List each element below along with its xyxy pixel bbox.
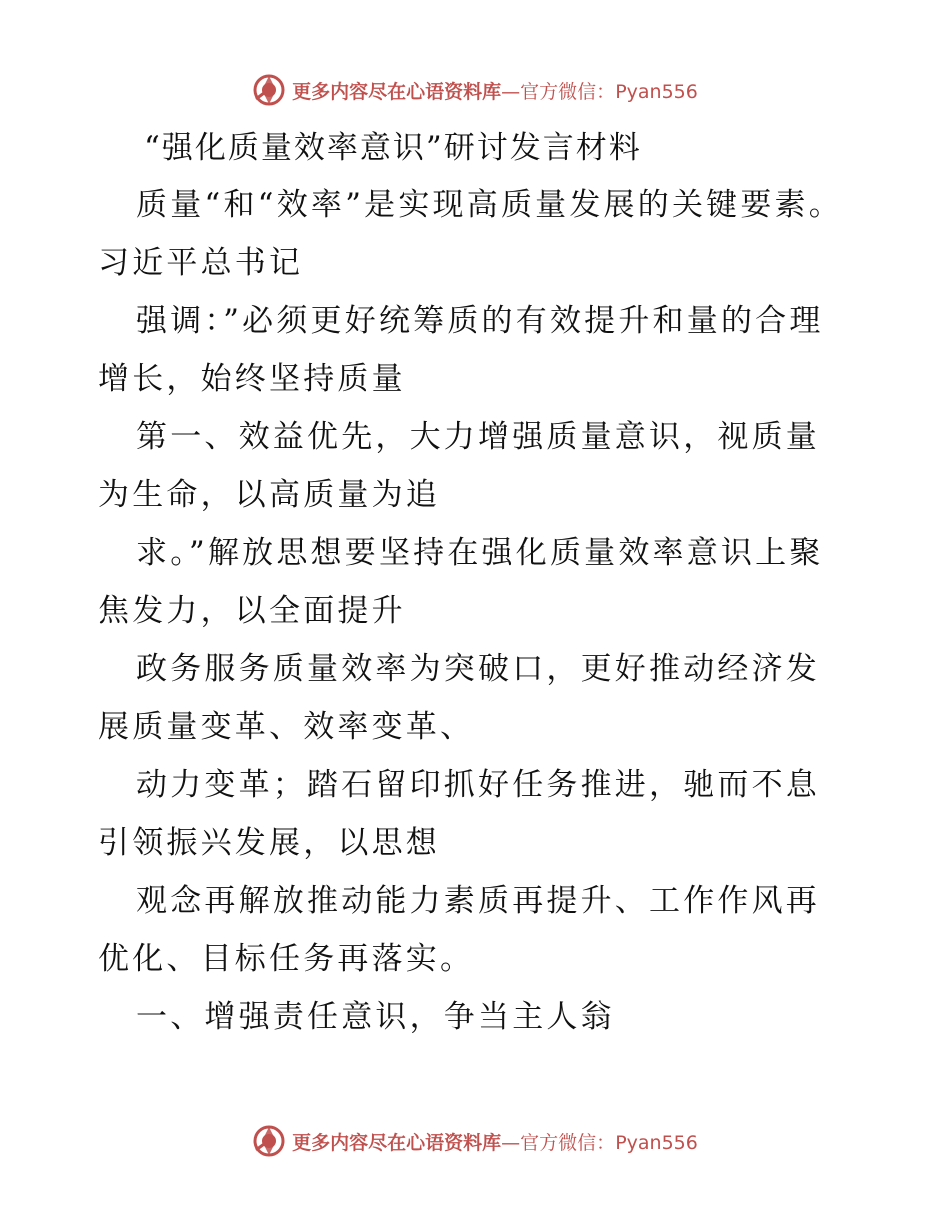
section-heading: 一、增强责任意识，争当主人翁	[136, 999, 615, 1035]
document-body	[98, 120, 858, 1046]
pen-nib-circle-icon	[252, 73, 286, 107]
watermark-wechat-id: Pyan556	[615, 80, 698, 103]
header-watermark	[0, 70, 950, 110]
paragraph-1: 质量“和“效率”是实现高质量发展的关键要素。习近平总书记	[98, 187, 843, 281]
watermark-brand: 更多内容尽在心语资料库	[292, 1131, 502, 1154]
watermark-separator: —官方微信：	[501, 80, 616, 103]
paragraph-3: 第一、效益优先，大力增强质量意识，视质量为生命，以高质量为追	[98, 419, 820, 513]
document-title: “强化质量效率意识”研讨发言材料	[144, 130, 642, 166]
paragraph-2: 强调：”必须更好统筹质的有效提升和量的合理增长，始终坚持质量	[98, 303, 824, 397]
watermark-wechat-id: Pyan556	[615, 1131, 698, 1154]
watermark-separator: —官方微信：	[501, 1131, 616, 1154]
watermark-text	[292, 1128, 698, 1155]
watermark-brand: 更多内容尽在心语资料库	[292, 80, 502, 103]
watermark-text	[292, 77, 698, 104]
footer-watermark	[0, 1121, 950, 1161]
paragraph-6: 动力变革；踏石留印抓好任务推进，驰而不息引领振兴发展，以思想	[98, 767, 820, 861]
paragraph-5: 政务服务质量效率为突破口，更好推动经济发展质量变革、效率变革、	[98, 651, 820, 745]
pen-nib-circle-icon	[252, 1124, 286, 1158]
paragraph-7: 观念再解放推动能力素质再提升、工作作风再优化、目标任务再落实。	[98, 883, 820, 977]
paragraph-4: 求。”解放思想要坚持在强化质量效率意识上聚焦发力，以全面提升	[98, 535, 824, 629]
